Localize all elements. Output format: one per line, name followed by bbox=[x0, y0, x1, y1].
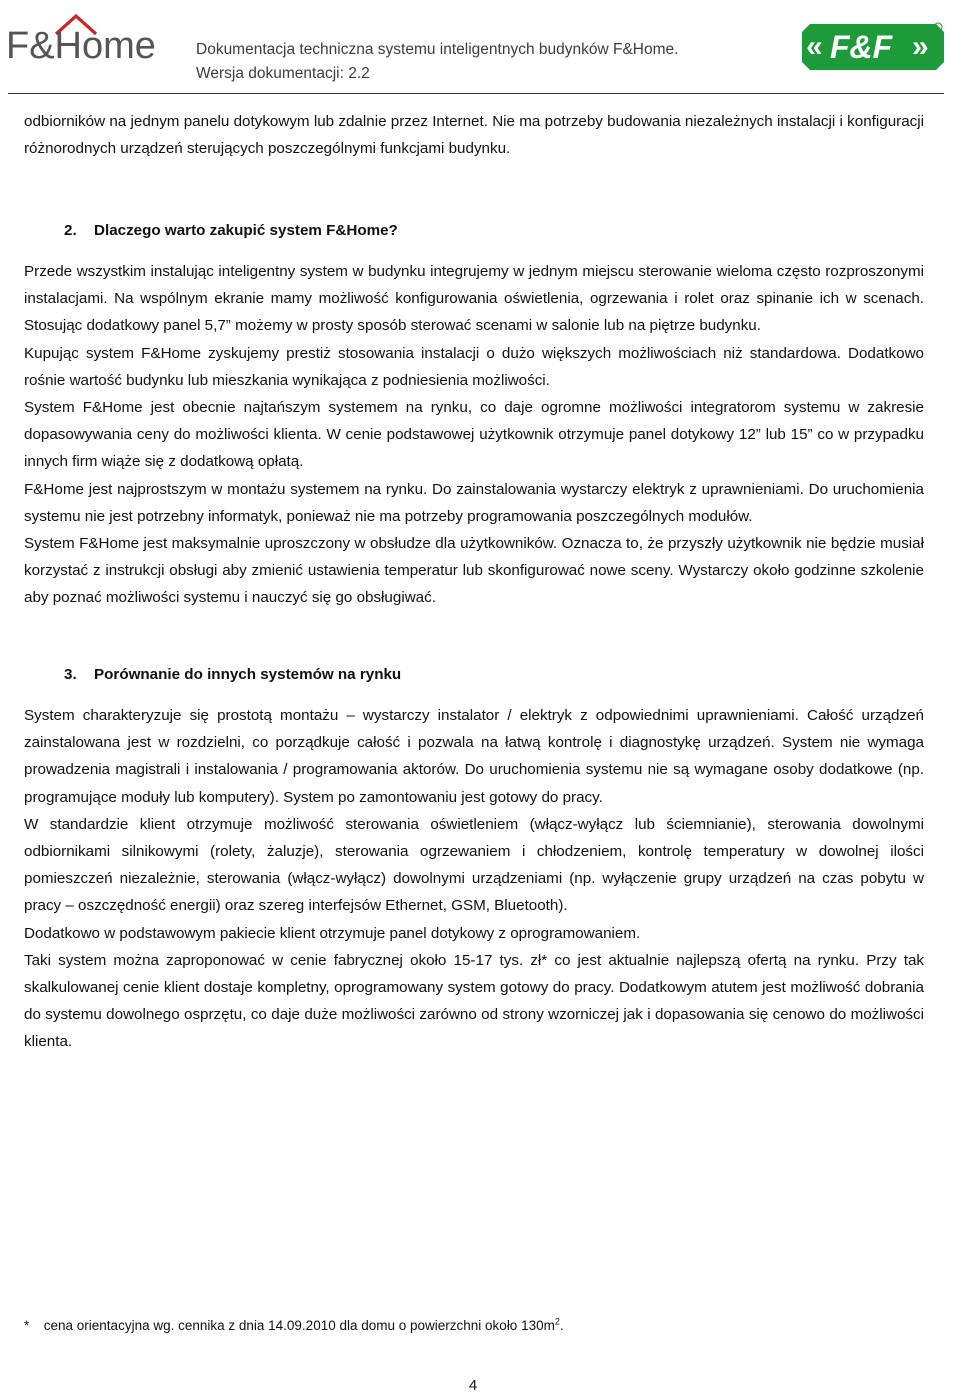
page-number: 4 bbox=[468, 1377, 478, 1394]
section-2-paragraph: Przede wszystkim instalując inteligentny system w budynku integrujemy w jednym miejscu sterowanie wieloma często rozproszonymi instalacjami. Na wspólnym ekranie mamy możliwość konfigurowania oświetlenia, ogrzewania i rolet oraz spinanie ich w scenach. Stosując dodatkowy panel 5,7” możemy w prosty sposób sterować scenami w salonie lub na piętrze budynku. bbox=[24, 262, 924, 335]
section-3-heading bbox=[24, 661, 924, 688]
document-body bbox=[24, 108, 924, 1056]
ff-logo-right-guillemet: » bbox=[912, 30, 929, 63]
section-2-heading bbox=[24, 217, 924, 244]
section-3-paragraph: System charakteryzuje się prostotą montażu – wystarczy instalator / elektryk z odpowiednimi uprawnieniami. Całość urządzeń zainstalowana jest w rozdzielni, co porządkuje całość i pozwala na łatwą kontrolę i diagnostykę urządzeń. System nie wymaga prowadzenia magistrali i instalowania / programowania aktorów. Do uruchomienia systemu nie są wymagane osoby dodatkowe (np. programujące moduły lub komputery). System po zamontowaniu jest gotowy do pracy. bbox=[24, 707, 924, 806]
fhome-logo-text: F&Home bbox=[6, 25, 156, 66]
document-title: Dokumentacja techniczna systemu inteligentnych budynków F&Home. bbox=[196, 41, 679, 58]
fhome-logo bbox=[4, 6, 164, 66]
ff-logo-text: F&F bbox=[830, 29, 893, 65]
document-version: Wersja dokumentacji: 2.2 bbox=[196, 65, 370, 82]
section-2-number: 2. bbox=[64, 221, 77, 239]
section-3-paragraph: W standardzie klient otrzymuje możliwość sterowania oświetleniem (włącz-wyłącz lub ściemnianie), sterowania dowolnymi odbiornikami silnikowymi (rolety, żaluzje), sterowania ogrzewaniem i chłodzeniem, kontrolę temperatury w dowolnej ilości pomieszczeń niezależnie, sterowania (włącz-wyłącz) dowolnymi urządzeniami (np. wyłączenie grupy urządzeń na czas pobytu w pracy – oszczędność energii) oraz szereg interfejsów Ethernet, GSM, Bluetooth). bbox=[24, 815, 924, 915]
section-2-title: Dlaczego warto zakupić system F&Home? bbox=[94, 221, 398, 239]
footnote-tail: . bbox=[559, 1318, 564, 1333]
section-2-paragraph: System F&Home jest obecnie najtańszym systemem na rynku, co daje ogromne możliwości integratorom systemu w zakresie dopasowywania ceny do możliwości klienta. W cenie podstawowej użytkownik otrzymuje panel dotykowy 12” lub 15” co w przypadku innych firm wiąże się z dodatkową opłatą. bbox=[24, 399, 924, 471]
section-2-paragraph: System F&Home jest maksymalnie uproszczony w obsłudze dla użytkowników. Oznacza to, że przyszły użytkownik nie będzie musiał korzystać z instrukcji obsługi aby zmienić ustawienia temperatur lub skonfigurować nowe sceny. Wystarczy około godzinne szkolenie aby poznać możliwości systemu i nauczyć się go obsługiwać. bbox=[24, 535, 924, 607]
section-2-paragraph: F&Home jest najprostszym w montażu systemem na rynku. Do zainstalowania wystarczy elektryk z uprawnieniami. Do uruchomienia systemu nie jest potrzebny informatyk, ponieważ nie ma potrzeby programowania poszczególnych modułów. bbox=[24, 480, 924, 525]
footnote-marker: * bbox=[24, 1318, 30, 1333]
page-header bbox=[0, 0, 960, 96]
footnote bbox=[24, 1316, 924, 1336]
header-divider bbox=[8, 93, 944, 94]
section-3-title: Porównanie do innych systemów na rynku bbox=[94, 665, 402, 683]
ff-logo bbox=[800, 20, 944, 70]
footnote-superscript: 2 bbox=[554, 1316, 560, 1327]
section-3-number: 3. bbox=[64, 665, 77, 683]
footnote-text: cena orientacyjna wg. cennika z dnia 14.09.2010 dla domu o powierzchni około 130m bbox=[43, 1318, 555, 1333]
section-2-paragraph: Kupując system F&Home zyskujemy prestiż stosowania instalacji o dużo większych możliwościach niż standardowa. Dodatkowo rośnie wartość budynku lub mieszkania wynikająca z podniesienia możliwości. bbox=[24, 344, 924, 389]
intro-paragraph: odbiorników na jednym panelu dotykowym lub zdalnie przez Internet. Nie ma potrzeby budowania niezależnych instalacji i konfiguracji różnorodnych urządzeń sterujących poszczególnymi funkcjami budynku. bbox=[24, 113, 924, 158]
section-3-paragraph: Dodatkowo w podstawowym pakiecie klient otrzymuje panel dotykowy z oprogramowaniem. bbox=[24, 924, 641, 942]
section-3-paragraph: Taki system można zaproponować w cenie fabrycznej około 15-17 tys. zł* co jest aktualnie najlepszą ofertą na rynku. Przy tak skalkulowanej cenie klient dostaje kompletny, oprogramowany system gotowy do pracy. Dodatkowym atutem jest możliwość dobrania do systemu dowolnego osprzętu, co daje duże możliwości zarówno od strony wzorniczej jak i dopasowania się cenowo do możliwości klienta. bbox=[24, 951, 924, 1051]
ff-logo-left-guillemet: « bbox=[806, 30, 823, 63]
